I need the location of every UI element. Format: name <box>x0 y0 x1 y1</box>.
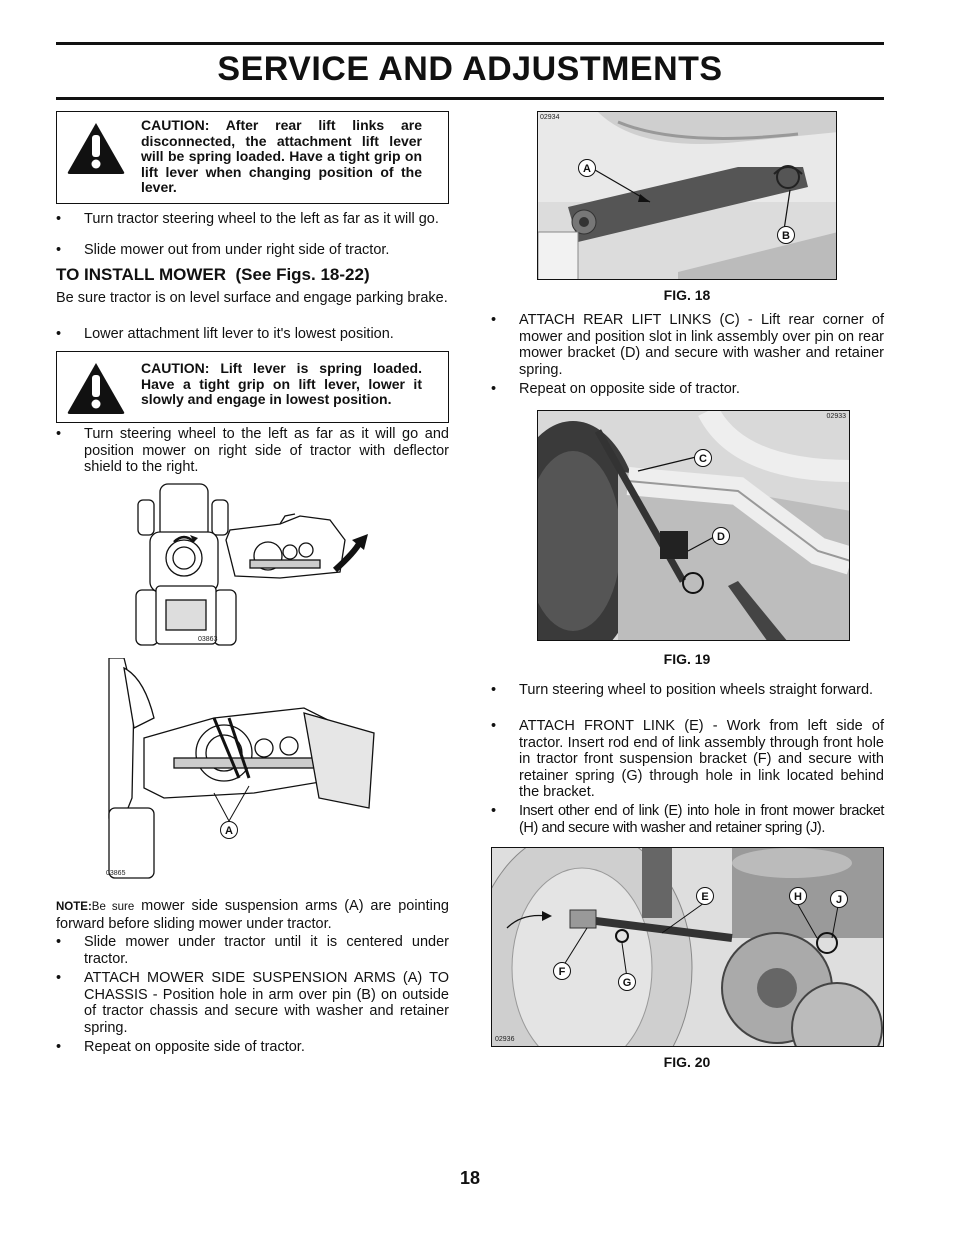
callout-label: B <box>777 226 795 244</box>
list-item: • Turn steering wheel to the left as far as it will go and position mower on right side of tractor with deflector shield to the right. <box>56 426 449 475</box>
figure-18 <box>537 111 837 280</box>
suspension-arms-drawing <box>104 658 384 883</box>
warning-icon <box>65 120 127 176</box>
note-label: NOTE: <box>56 901 92 913</box>
tractor-mower-drawing <box>130 480 380 650</box>
page-number: 18 <box>459 1168 481 1188</box>
warning-icon <box>65 360 127 416</box>
page-title: SERVICE AND ADJUSTMENTS <box>217 50 723 88</box>
list-item: • Slide mower under tractor until it is centered under tractor. <box>56 934 449 967</box>
list-item: • ATTACH MOWER SIDE SUSPENSION ARMS (A) TO CHASSIS - Position hole in arm over pin (B) on outside of tractor chassis and secure with washer and retainer spring. <box>56 970 449 1036</box>
figure-19 <box>537 410 850 641</box>
caution-text-2: CAUTION: Lift lever is spring loaded. Have a tight grip on lift lever, lower it slowly and engage in lowest position. <box>141 360 422 407</box>
bullet-mark: • <box>56 426 62 442</box>
intro-paragraph: Be sure tractor is on level surface and engage parking brake. <box>56 290 448 306</box>
title-underline <box>56 97 884 100</box>
callout-label: D <box>712 527 730 545</box>
bullet-mark: • <box>56 970 62 986</box>
list-item: • Insert other end of link (E) into hole in front mower bracket (H) and secure with washer and retainer spring (J). <box>491 803 884 836</box>
figure-caption: FIG. 19 <box>663 651 711 667</box>
note-paragraph <box>56 898 449 932</box>
bullet-mark: • <box>56 934 62 950</box>
bullet-mark: • <box>56 242 62 258</box>
callout-label: E <box>696 887 714 905</box>
caution-text-1: CAUTION: After rear lift links are disconnected, the attachment lift lever will be spring loaded. Have a tight grip on lift lever when changing position of the lever. <box>141 117 422 195</box>
fig18-photo <box>538 112 837 280</box>
list-item: • Slide mower out from under right side of tractor. <box>56 242 390 258</box>
bullet-mark: • <box>56 326 62 342</box>
illustration-suspension-arms <box>104 658 384 883</box>
top-rule <box>56 42 884 45</box>
callout-label: G <box>618 973 636 991</box>
note-text: mower side suspension arms (A) are pointing forward before sliding mower under tractor. <box>56 898 450 932</box>
section-heading: TO INSTALL MOWER (See Figs. 18-22) <box>56 265 370 284</box>
bullet-mark: • <box>491 718 497 734</box>
figure-number: 02933 <box>826 413 846 420</box>
fig20-photo <box>492 848 884 1047</box>
list-item: • Lower attachment lift lever to it's lowest position. <box>56 326 394 342</box>
figure-20 <box>491 847 884 1047</box>
callout-label: J <box>830 890 848 908</box>
bullet-mark: • <box>491 803 497 819</box>
list-item: • Repeat on opposite side of tractor. <box>491 381 740 397</box>
list-item: • Turn tractor steering wheel to the left as far as it will go. <box>56 211 439 227</box>
bullet-mark: • <box>56 1039 62 1055</box>
list-item: • ATTACH FRONT LINK (E) - Work from left side of tractor. Insert rod end of link assembly through front hole in tractor front suspension bracket (F) and secure with retainer spring (G) through hole in link located behind the bracket. <box>491 718 884 800</box>
callout-label: C <box>694 449 712 467</box>
figure-number: 02934 <box>540 114 560 121</box>
note-small-text: Be sure <box>91 901 135 913</box>
figure-number: 03863 <box>198 636 218 643</box>
callout-label: A <box>578 159 596 177</box>
figure-caption: FIG. 18 <box>663 287 711 303</box>
figure-number: 02936 <box>495 1036 515 1043</box>
list-item: • Turn steering wheel to position wheels straight forward. <box>491 682 874 698</box>
figure-number: 03865 <box>106 870 126 877</box>
list-item: • ATTACH REAR LIFT LINKS (C) - Lift rear corner of mower and position slot in link assembly over pin on rear mower bracket (D) and secure with washer and retainer spring. <box>491 312 884 378</box>
bullet-mark: • <box>491 312 497 328</box>
callout-label: H <box>789 887 807 905</box>
figure-caption: FIG. 20 <box>663 1054 711 1070</box>
bullet-mark: • <box>491 682 497 698</box>
list-item: • Repeat on opposite side of tractor. <box>56 1039 305 1055</box>
caution-box-2 <box>56 351 449 423</box>
illustration-mower-position <box>130 480 380 650</box>
callout-label: F <box>553 962 571 980</box>
bullet-mark: • <box>56 211 62 227</box>
callout-label: A <box>220 821 238 839</box>
fig19-photo <box>538 411 850 641</box>
bullet-mark: • <box>491 381 497 397</box>
caution-box-1 <box>56 111 449 204</box>
